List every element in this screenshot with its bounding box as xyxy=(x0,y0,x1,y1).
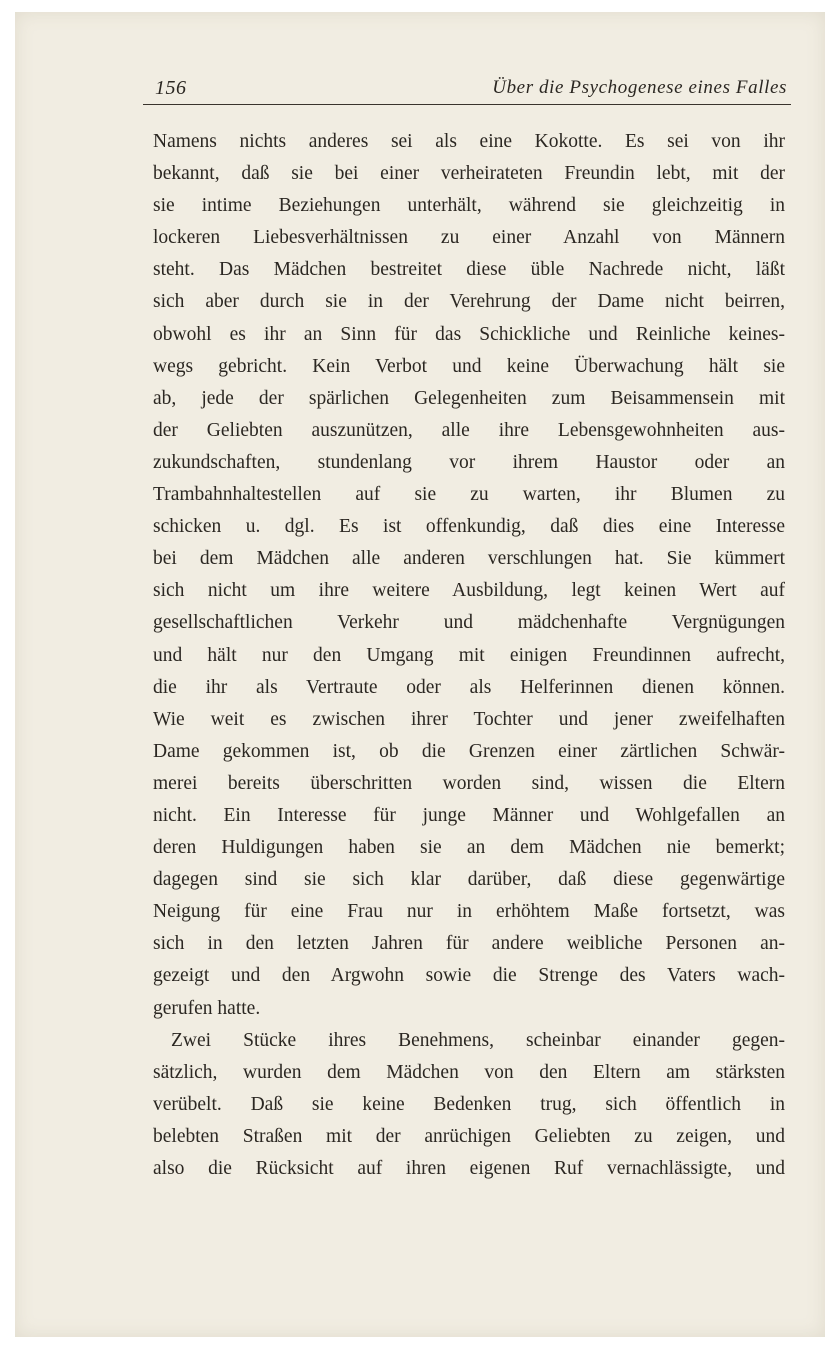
text-line: dagegen sind sie sich klar darüber, daß diese gegenwärtige xyxy=(153,869,785,891)
text-line: ab, jede der spärlichen Gelegenheiten zum Beisammensein mit xyxy=(153,387,785,409)
text-line: steht. Das Mädchen bestreitet diese üble Nachrede nicht, läßt xyxy=(153,259,785,281)
text-line: und hält nur den Umgang mit einigen Freundinnen aufrecht, xyxy=(153,644,785,666)
text-line: nicht. Ein Interesse für junge Männer und Wohlgefallen an xyxy=(153,804,785,826)
page-number: 156 xyxy=(155,77,187,99)
text-line: wegs gebricht. Kein Verbot und keine Überwachung hält sie xyxy=(153,355,785,377)
text-line: Trambahnhaltestellen auf sie zu warten, ihr Blumen zu xyxy=(153,484,785,506)
paragraph xyxy=(153,126,785,1025)
text-line: Neigung für eine Frau nur in erhöhtem Maße fortsetzt, was xyxy=(153,901,785,923)
text-line: der Geliebten auszunützen, alle ihre Lebensgewohnheiten aus- xyxy=(153,419,785,441)
text-line: Namens nichts anderes sei als eine Kokotte. Es sei von ihr xyxy=(153,131,785,152)
text-line: Wie weit es zwischen ihrer Tochter und jener zweifelhaften xyxy=(153,708,785,730)
text-line: Zwei Stücke ihres Benehmens, scheinbar einander gegen- xyxy=(171,1029,785,1051)
text-line: also die Rücksicht auf ihren eigenen Ruf vernachlässigte, und xyxy=(153,1158,785,1179)
text-line: bekannt, daß sie bei einer verheirateten Freundin lebt, mit der xyxy=(153,163,785,185)
text-line: gezeigt und den Argwohn sowie die Strenge des Vaters wach- xyxy=(153,965,785,987)
text-line: obwohl es ihr an Sinn für das Schickliche und Reinliche keines- xyxy=(153,323,785,345)
text-line: lockeren Liebesverhältnissen zu einer Anzahl von Männern xyxy=(153,227,785,249)
text-line: sich nicht um ihre weitere Ausbildung, legt keinen Wert auf xyxy=(153,580,785,602)
text-line: Dame gekommen ist, ob die Grenzen einer zärtlichen Schwär- xyxy=(153,740,785,762)
body-text xyxy=(153,126,785,1185)
text-line: belebten Straßen mit der anrüchigen Geliebten zu zeigen, und xyxy=(153,1125,785,1147)
text-line: sie intime Beziehungen unterhält, während sie gleichzeitig in xyxy=(153,195,785,217)
text-line: sätzlich, wurden dem Mädchen von den Eltern am stärksten xyxy=(153,1061,785,1083)
text-line: verübelt. Daß sie keine Bedenken trug, sich öffentlich in xyxy=(153,1093,785,1115)
text-line: deren Huldigungen haben sie an dem Mädchen nie bemerkt; xyxy=(153,837,785,859)
text-line: die ihr als Vertraute oder als Helferinnen dienen können. xyxy=(153,676,785,698)
text-line: zukundschaften, stundenlang vor ihrem Haustor oder an xyxy=(153,451,785,473)
paragraph xyxy=(153,1025,785,1185)
text-line: sich aber durch sie in der Verehrung der Dame nicht beirren, xyxy=(153,291,785,313)
text-line: gesellschaftlichen Verkehr und mädchenhafte Vergnügungen xyxy=(153,612,785,634)
text-line: schicken u. dgl. Es ist offenkundig, daß dies eine Interesse xyxy=(153,516,785,538)
running-title: Über die Psychogenese eines Falles xyxy=(492,77,787,98)
book-page xyxy=(15,12,825,1337)
text-line: sich in den letzten Jahren für andere weibliche Personen an- xyxy=(153,933,785,955)
text-line: merei bereits überschritten worden sind, wissen die Eltern xyxy=(153,772,785,794)
text-line: gerufen hatte. xyxy=(153,997,261,1019)
text-line: bei dem Mädchen alle anderen verschlungen hat. Sie kümmert xyxy=(153,548,785,570)
running-head xyxy=(143,74,791,105)
